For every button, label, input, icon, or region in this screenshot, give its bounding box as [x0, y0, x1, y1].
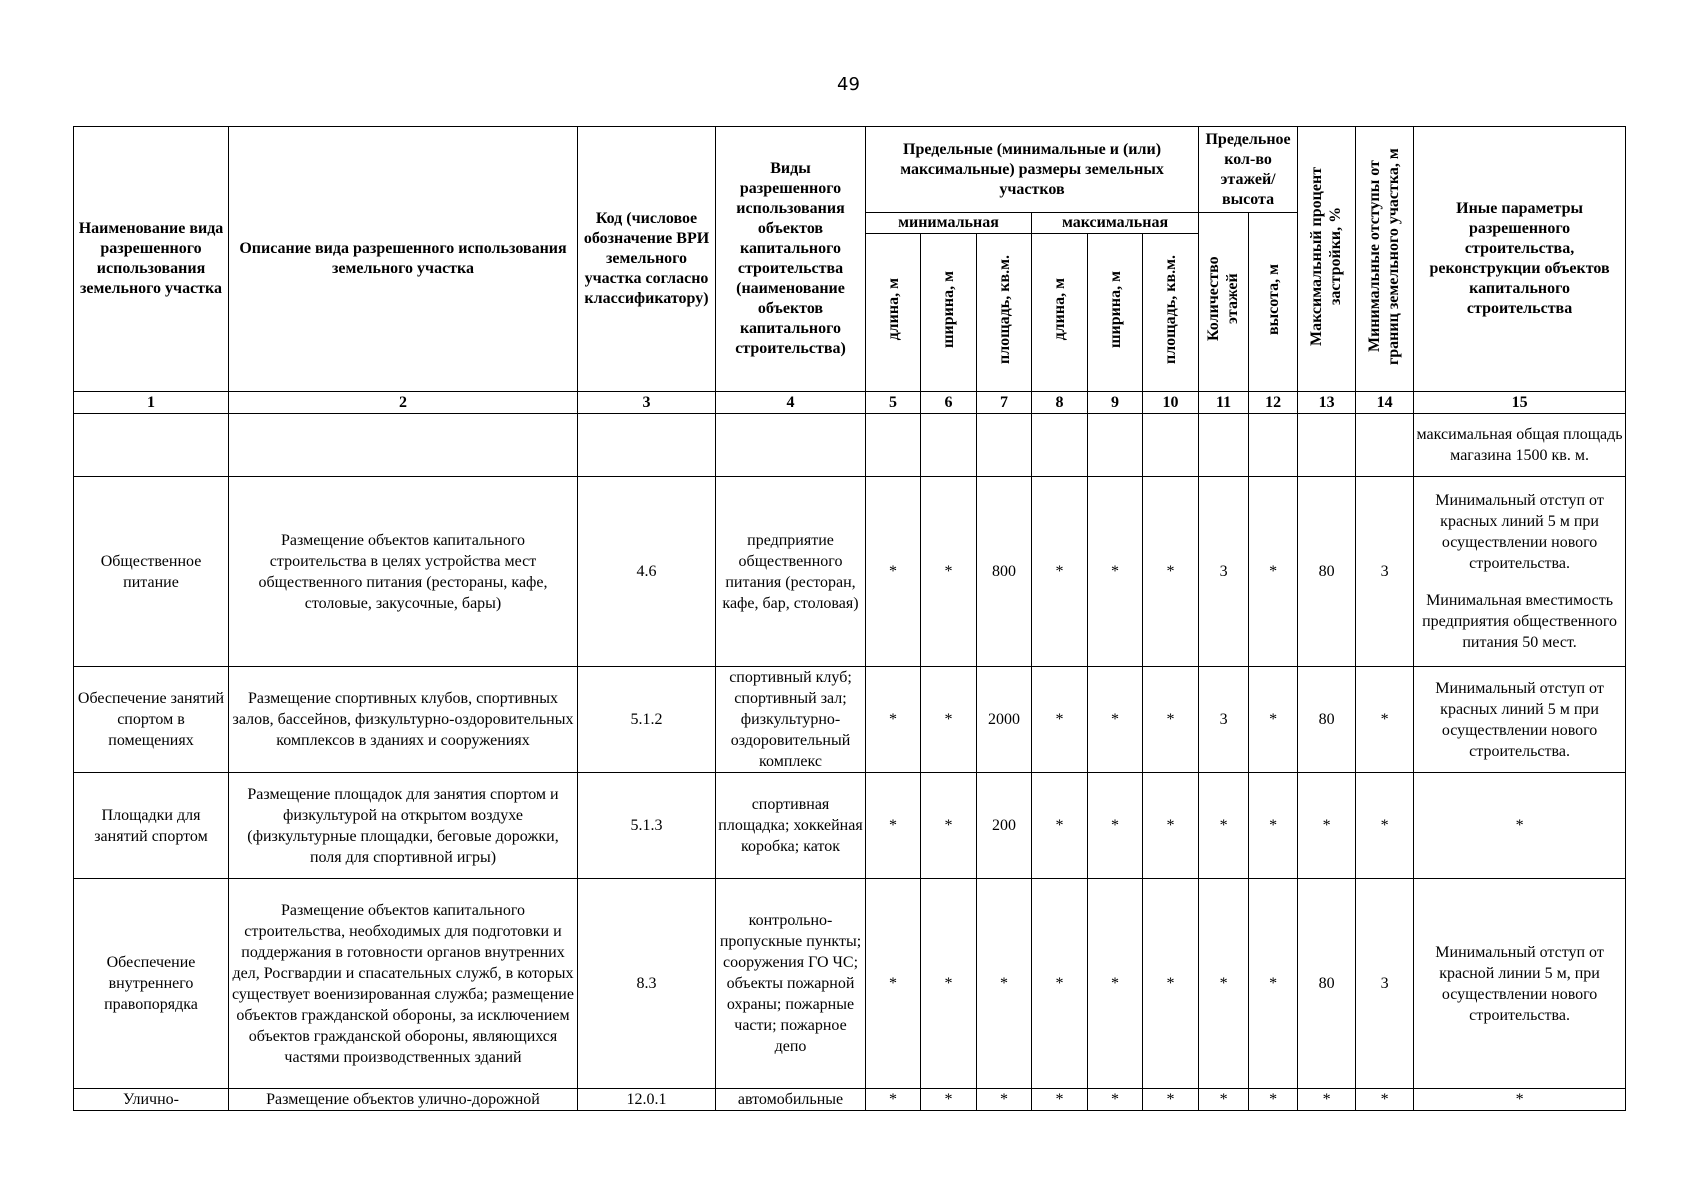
- floors: [1199, 414, 1249, 477]
- max-width: *: [1088, 1089, 1143, 1111]
- header-vri-name: Наименование вида разрешенного использования земельного участка: [74, 127, 229, 392]
- column-number: 12: [1249, 392, 1298, 414]
- height: [1249, 414, 1298, 477]
- other-param-setback: Минимальный отступ от красных линий 5 м при осуществлении нового строительства.: [1435, 492, 1604, 572]
- max-area: *: [1143, 1089, 1199, 1111]
- table-row: [74, 667, 1626, 773]
- min-width: *: [921, 773, 977, 879]
- min-setback: 3: [1356, 879, 1414, 1089]
- table-row: [74, 414, 1626, 477]
- min-setback: [1356, 414, 1414, 477]
- header-floor-limits: Предельное кол-во этажей/ высота: [1199, 127, 1298, 213]
- column-number: 6: [921, 392, 977, 414]
- header-max-percent: Максимальный процент застройки, %: [1298, 127, 1356, 392]
- header-description: Описание вида разрешенного использования земельного участка: [229, 127, 578, 392]
- min-length: *: [866, 667, 921, 773]
- column-number: 11: [1199, 392, 1249, 414]
- vri-code: [578, 414, 716, 477]
- floors: 3: [1199, 667, 1249, 773]
- max-area: *: [1143, 477, 1199, 667]
- other-params: максимальная общая площадь магазина 1500 кв. м.: [1414, 414, 1626, 477]
- vri-description: Размещение объектов капитального строительства в целях устройства мест общественного питания (рестораны, кафе, столовые, закусочные, бары): [229, 477, 578, 667]
- min-width: [921, 414, 977, 477]
- min-setback: *: [1356, 667, 1414, 773]
- max-length: [1032, 414, 1088, 477]
- column-number: 15: [1414, 392, 1626, 414]
- min-length: *: [866, 773, 921, 879]
- vri-description: Размещение объектов улично-дорожной: [229, 1089, 578, 1111]
- min-area: *: [977, 879, 1032, 1089]
- vri-code: 5.1.3: [578, 773, 716, 879]
- max-length: *: [1032, 773, 1088, 879]
- min-length: *: [866, 477, 921, 667]
- vri-description: Размещение спортивных клубов, спортивных залов, бассейнов, физкультурно-оздоровительных комплексов в зданиях и сооружениях: [229, 667, 578, 773]
- vri-description: Размещение площадок для занятия спортом и физкультурой на открытом воздухе (физкультурные площадки, беговые дорожки, поля для спортивной игры): [229, 773, 578, 879]
- header-max: максимальная: [1032, 213, 1199, 234]
- max-area: *: [1143, 879, 1199, 1089]
- vri-description: [229, 414, 578, 477]
- min-area: 2000: [977, 667, 1032, 773]
- max-percent: 80: [1298, 879, 1356, 1089]
- height: *: [1249, 477, 1298, 667]
- header-other-params: Иные параметры разрешенного строительства, реконструкции объектов капитального строительства: [1414, 127, 1626, 392]
- floors: 3: [1199, 477, 1249, 667]
- table-row: [74, 1089, 1626, 1111]
- min-width: *: [921, 1089, 977, 1111]
- min-area: 200: [977, 773, 1032, 879]
- header-max-area: площадь, кв.м.: [1143, 234, 1199, 392]
- column-number: 1: [74, 392, 229, 414]
- table-row: [74, 773, 1626, 879]
- other-params: *: [1414, 1089, 1626, 1111]
- min-setback: 3: [1356, 477, 1414, 667]
- max-percent: *: [1298, 773, 1356, 879]
- column-number-row: [74, 392, 1626, 414]
- vri-name: [74, 414, 229, 477]
- min-length: *: [866, 879, 921, 1089]
- vri-name: Обеспечение занятий спортом в помещениях: [74, 667, 229, 773]
- height: *: [1249, 773, 1298, 879]
- oks-types: спортивная площадка; хоккейная коробка; каток: [716, 773, 866, 879]
- oks-types: автомобильные: [716, 1089, 866, 1111]
- header-max-length: длина, м: [1032, 234, 1088, 392]
- max-area: [1143, 414, 1199, 477]
- height: *: [1249, 667, 1298, 773]
- vri-name: Обеспечение внутреннего правопорядка: [74, 879, 229, 1089]
- vri-code: 4.6: [578, 477, 716, 667]
- header-plot-limits: Предельные (минимальные и (или) максимальные) размеры земельных участков: [866, 127, 1199, 213]
- other-param-capacity: Минимальная вместимость предприятия общественного питания 50 мест.: [1422, 592, 1618, 651]
- max-length: *: [1032, 879, 1088, 1089]
- header-min: минимальная: [866, 213, 1032, 234]
- oks-types: спортивный клуб; спортивный зал; физкультурно-оздоровительный комплекс: [716, 667, 866, 773]
- header-min-area: площадь, кв.м.: [977, 234, 1032, 392]
- column-number: 14: [1356, 392, 1414, 414]
- zoning-table: [73, 126, 1626, 1111]
- min-length: *: [866, 1089, 921, 1111]
- max-percent: 80: [1298, 477, 1356, 667]
- table-row: [74, 879, 1626, 1089]
- min-width: *: [921, 879, 977, 1089]
- vri-code: 12.0.1: [578, 1089, 716, 1111]
- column-number: 3: [578, 392, 716, 414]
- max-length: *: [1032, 477, 1088, 667]
- max-width: *: [1088, 879, 1143, 1089]
- column-number: 8: [1032, 392, 1088, 414]
- max-width: *: [1088, 667, 1143, 773]
- vri-name: Площадки для занятий спортом: [74, 773, 229, 879]
- header-max-width: ширина, м: [1088, 234, 1143, 392]
- max-width: *: [1088, 477, 1143, 667]
- height: *: [1249, 1089, 1298, 1111]
- oks-types: [716, 414, 866, 477]
- min-setback: *: [1356, 1089, 1414, 1111]
- floors: *: [1199, 879, 1249, 1089]
- oks-types: предприятие общественного питания (ресторан, кафе, бар, столовая): [716, 477, 866, 667]
- column-number: 10: [1143, 392, 1199, 414]
- table-row: [74, 477, 1626, 667]
- column-number: 7: [977, 392, 1032, 414]
- header-code: Код (числовое обозначение ВРИ земельного участка согласно классификатору): [578, 127, 716, 392]
- other-params: [1414, 477, 1626, 667]
- min-width: *: [921, 667, 977, 773]
- oks-types: контрольно-пропускные пункты; сооружения ГО ЧС; объекты пожарной охраны; пожарные части; пожарное депо: [716, 879, 866, 1089]
- floors: *: [1199, 773, 1249, 879]
- min-width: *: [921, 477, 977, 667]
- max-percent: *: [1298, 1089, 1356, 1111]
- max-percent: [1298, 414, 1356, 477]
- header-min-width: ширина, м: [921, 234, 977, 392]
- header-floors: Количество этажей: [1199, 213, 1249, 392]
- column-number: 2: [229, 392, 578, 414]
- vri-description: Размещение объектов капитального строительства, необходимых для подготовки и поддержания в готовности органов внутренних дел, Росгвардии и спасательных служб, в которых существует военизированная служба; размещение объектов гражданской обороны, за исключением объектов гражданской обороны, являющихся частями производственных зданий: [229, 879, 578, 1089]
- page-number: 49: [837, 74, 860, 95]
- min-length: [866, 414, 921, 477]
- min-area: [977, 414, 1032, 477]
- vri-name: Улично-: [74, 1089, 229, 1111]
- vri-name: Общественное питание: [74, 477, 229, 667]
- header-min-setback: Минимальные отступы от границ земельного участка, м: [1356, 127, 1414, 392]
- header-oks-types: Виды разрешенного использования объектов капитального строительства (наименование объектов капитального строительства): [716, 127, 866, 392]
- min-area: 800: [977, 477, 1032, 667]
- column-number: 9: [1088, 392, 1143, 414]
- height: *: [1249, 879, 1298, 1089]
- column-number: 5: [866, 392, 921, 414]
- column-number: 13: [1298, 392, 1356, 414]
- vri-code: 8.3: [578, 879, 716, 1089]
- max-percent: 80: [1298, 667, 1356, 773]
- max-area: *: [1143, 667, 1199, 773]
- header-height: высота, м: [1249, 213, 1298, 392]
- max-area: *: [1143, 773, 1199, 879]
- max-width: *: [1088, 773, 1143, 879]
- column-number: 4: [716, 392, 866, 414]
- min-area: *: [977, 1089, 1032, 1111]
- header-min-length: длина, м: [866, 234, 921, 392]
- other-params: *: [1414, 773, 1626, 879]
- max-length: *: [1032, 1089, 1088, 1111]
- floors: *: [1199, 1089, 1249, 1111]
- max-width: [1088, 414, 1143, 477]
- min-setback: *: [1356, 773, 1414, 879]
- max-length: *: [1032, 667, 1088, 773]
- other-params: Минимальный отступ от красных линий 5 м при осуществлении нового строительства.: [1414, 667, 1626, 773]
- other-params: Минимальный отступ от красной линии 5 м, при осуществлении нового строительства.: [1414, 879, 1626, 1089]
- vri-code: 5.1.2: [578, 667, 716, 773]
